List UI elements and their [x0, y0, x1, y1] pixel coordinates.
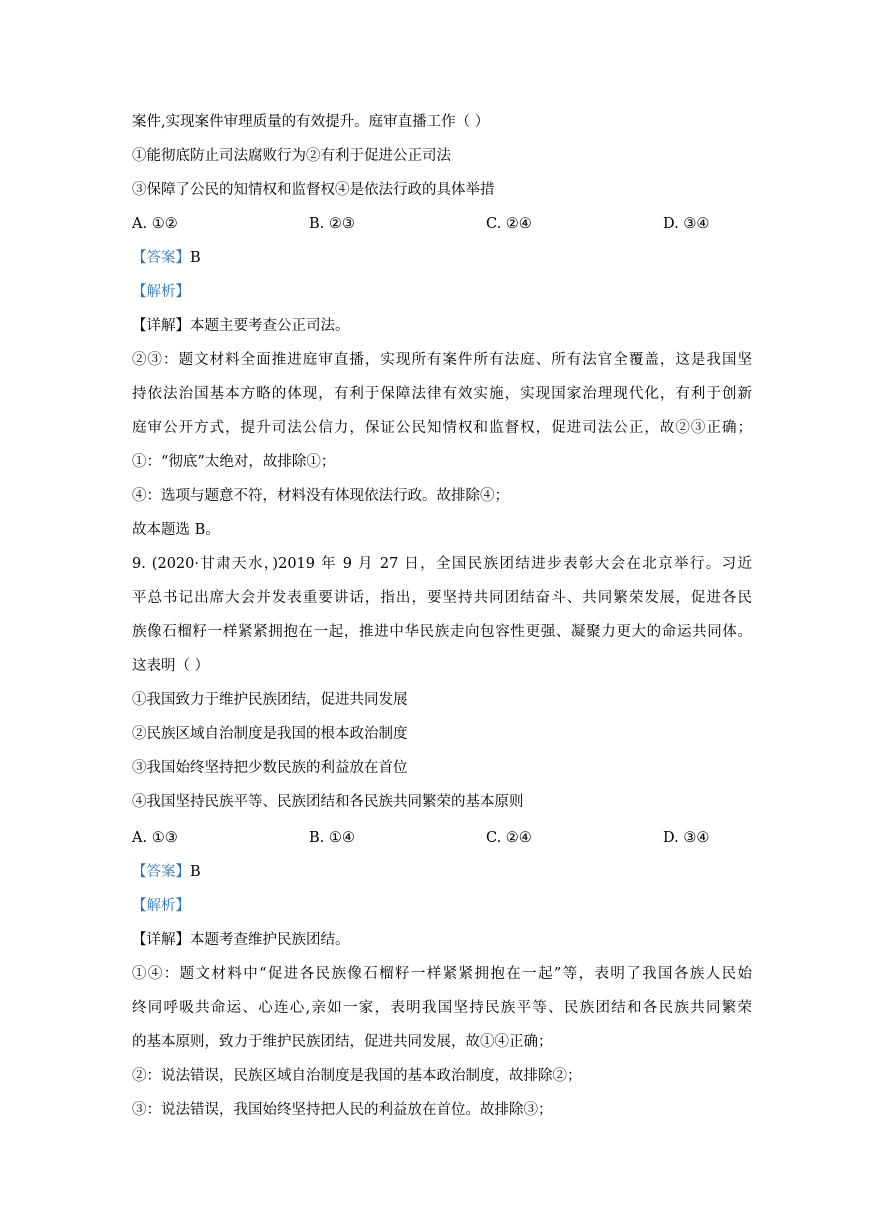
q8-answer — [132, 248, 201, 268]
q9-explain-line: 终同呼吸共命运、心连心,亲如一家，表明我国坚持民族平等、民族团结和各民族共同繁荣 — [132, 1000, 752, 1016]
q8-conclusion: 故本题选 B。 — [132, 522, 220, 538]
q9-explain-line: 的基本原则，致力于维护民族团结，促进共同发展，故①④正确； — [132, 1034, 553, 1050]
q8-option-d: D. ③④ — [663, 216, 710, 232]
q9-option-d: D. ③④ — [663, 830, 710, 846]
q9-answer — [132, 862, 201, 882]
q9-detail — [132, 930, 350, 950]
q9-stem-line: 这表明（ ） — [132, 658, 210, 674]
answer-tag: 【答案】 — [132, 250, 190, 266]
q8-detail — [132, 316, 350, 336]
detail-text: 本题考查维护民族团结。 — [190, 932, 350, 948]
q9-choice-line: ③我国始终坚持把少数民族的利益放在首位 — [132, 760, 408, 776]
q8-option-b: B. ②③ — [309, 216, 355, 232]
q8-option-c: C. ②④ — [486, 216, 532, 232]
q9-option-a: A. ①③ — [132, 830, 178, 846]
answer-tag: 【答案】 — [132, 864, 190, 880]
q8-stem-line: 案件,实现案件审理质量的有效提升。庭审直播工作（ ） — [132, 114, 490, 130]
answer-value: B — [190, 250, 201, 266]
q9-analysis — [132, 896, 190, 916]
q8-analysis — [132, 282, 190, 302]
analysis-tag: 【解析】 — [132, 898, 190, 914]
q9-option-c: C. ②④ — [486, 830, 532, 846]
q9-explain-line: ①④：题文材料中“促进各民族像石榴籽一样紧紧拥抱在一起”等，表明了我国各族人民始 — [132, 966, 752, 982]
q9-option-b: B. ①④ — [309, 830, 355, 846]
q9-stem-line: 族像石榴籽一样紧紧拥抱在一起，推进中华民族走向包容性更强、凝聚力更大的命运共同体。 — [132, 624, 752, 640]
q8-explain-line: 庭审公开方式，提升司法公信力，保证公民知情权和监督权，促进司法公正，故②③正确； — [132, 420, 752, 436]
q9-choice-line: ②民族区域自治制度是我国的根本政治制度 — [132, 726, 408, 742]
answer-value: B — [190, 864, 201, 880]
q8-explain-line: ④：选项与题意不符，材料没有体现依法行政。故排除④； — [132, 488, 509, 504]
q8-options — [132, 214, 752, 234]
q8-choice-line: ③保障了公民的知情权和监督权④是依法行政的具体举措 — [132, 182, 495, 198]
analysis-tag: 【解析】 — [132, 284, 190, 300]
detail-tag: 【详解】 — [132, 932, 190, 948]
q8-explain-line: ②③：题文材料全面推进庭审直播，实现所有案件所有法庭、所有法官全覆盖，这是我国坚 — [132, 352, 752, 368]
detail-text: 本题主要考查公正司法。 — [190, 318, 350, 334]
detail-tag: 【详解】 — [132, 318, 190, 334]
q8-choice-line: ①能彻底防止司法腐败行为②有利于促进公正司法 — [132, 148, 451, 164]
q9-explain-line: ③：说法错误，我国始终坚持把人民的利益放在首位。故排除③； — [132, 1102, 553, 1118]
q9-options — [132, 828, 752, 848]
q9-choice-line: ①我国致力于维护民族团结，促进共同发展 — [132, 692, 408, 708]
q9-explain-line: ②：说法错误，民族区域自治制度是我国的基本政治制度，故排除②； — [132, 1068, 582, 1084]
q8-option-a: A. ①② — [132, 216, 178, 232]
q8-explain-line: 持依法治国基本方略的体现，有利于保障法律有效实施，实现国家治理现代化，有利于创新 — [132, 386, 752, 402]
q9-stem-line: 9. (2020·甘肃天水，)2019 年 9 月 27 日，全国民族团结进步表彰大会在北京举行。习近 — [132, 556, 752, 572]
q9-stem-line: 平总书记出席大会并发表重要讲话，指出，要坚持共同团结奋斗、共同繁荣发展，促进各民 — [132, 590, 752, 606]
q9-choice-line: ④我国坚持民族平等、民族团结和各民族共同繁荣的基本原则 — [132, 794, 524, 810]
q8-explain-line: ①：“彻底”太绝对，故排除①； — [132, 454, 336, 470]
